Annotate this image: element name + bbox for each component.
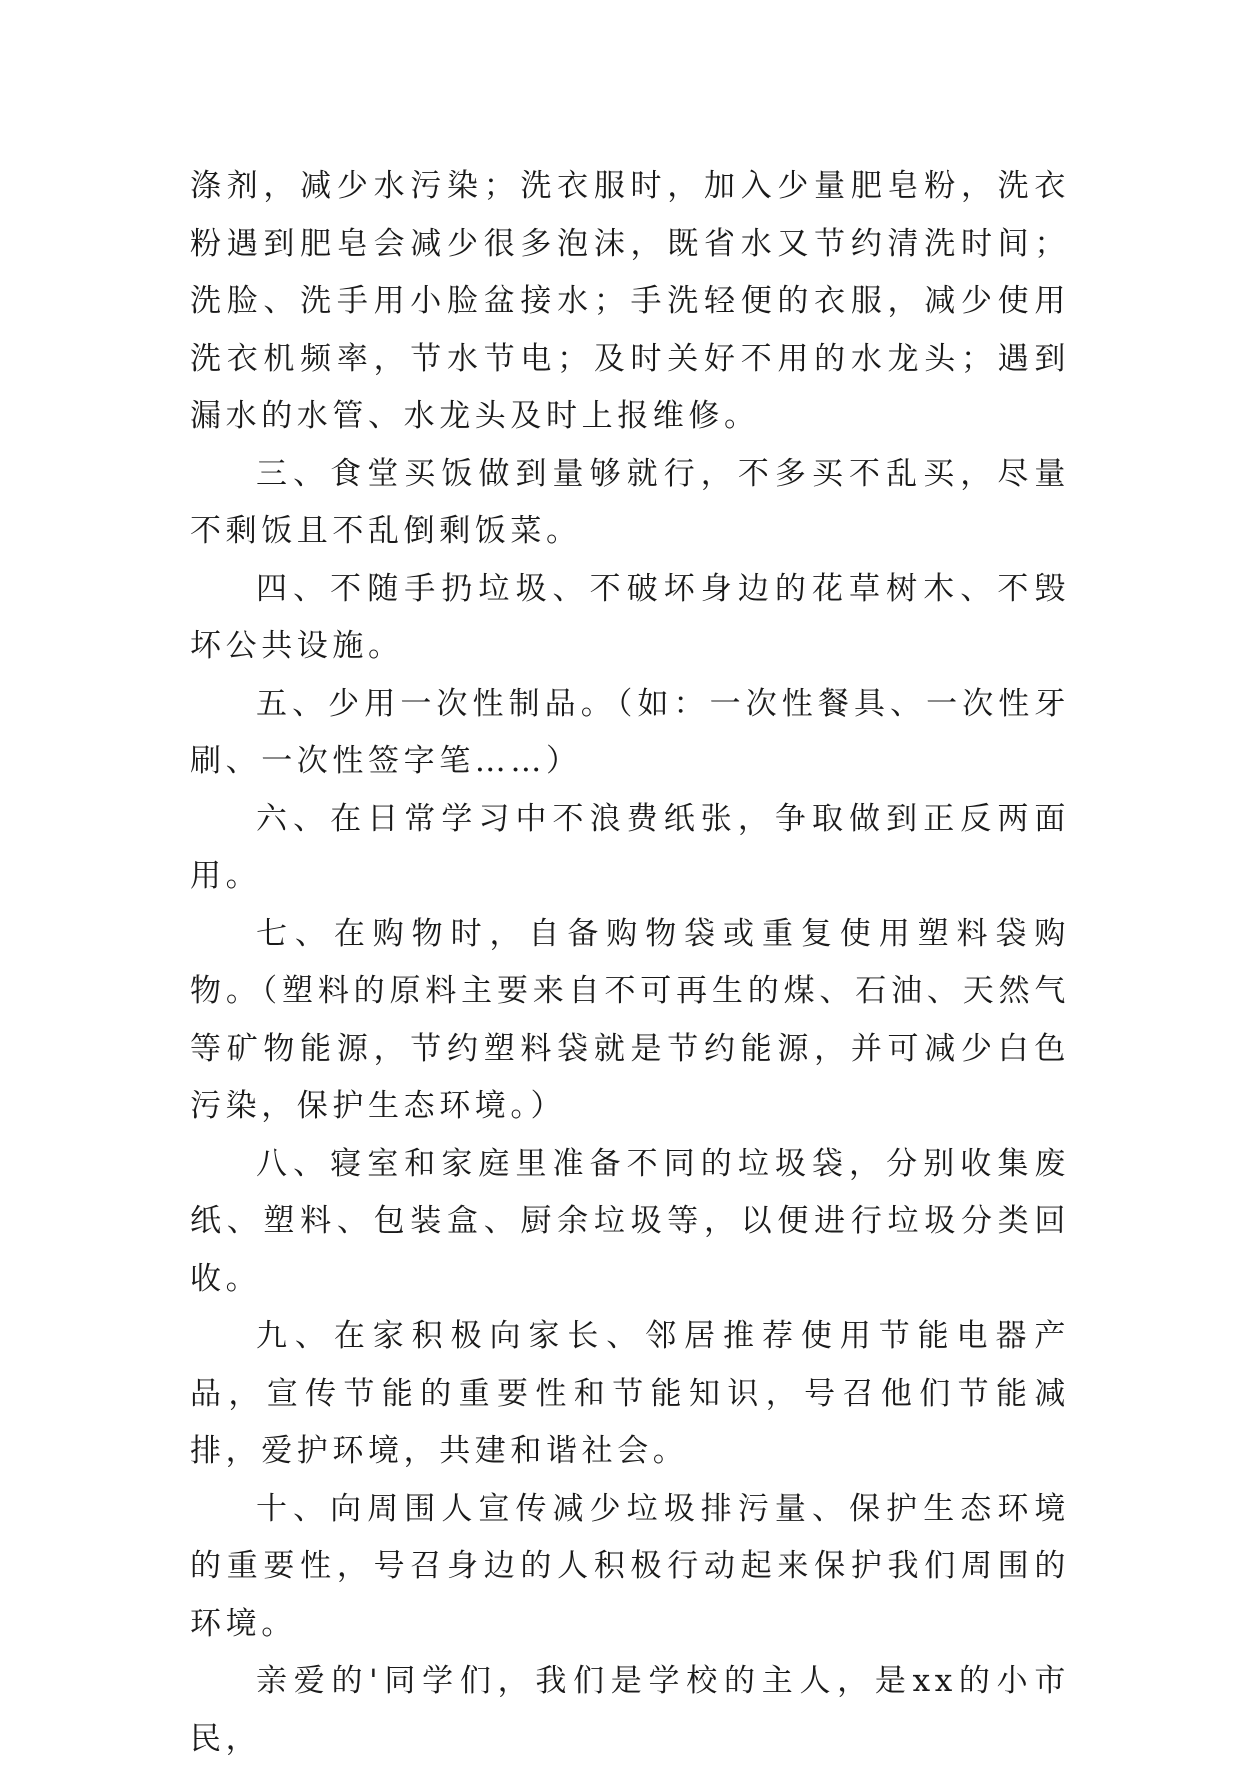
document-page — [190, 158, 1070, 1768]
paragraph-item-4: 四、不随手扔垃圾、不破坏身边的花草树木、不毁坏公共设施。 — [190, 570, 1070, 664]
paragraph-closing: 亲爱的'同学们，我们是学校的主人，是xx的小市民， — [190, 1663, 1070, 1757]
paragraph-item-8: 八、寝室和家庭里准备不同的垃圾袋，分别收集废纸、塑料、包装盒、厨余垃圾等，以便进行垃圾分类回收。 — [190, 1145, 1070, 1297]
paragraph-item-6: 六、在日常学习中不浪费纸张，争取做到正反两面用。 — [190, 800, 1070, 894]
paragraph-item-9: 九、在家积极向家长、邻居推荐使用节能电器产品，宣传节能的重要性和节能知识，号召他们节能减排，爱护环境，共建和谐社会。 — [190, 1318, 1070, 1469]
paragraph-item-5: 五、少用一次性制品。（如：一次性餐具、一次性牙刷、一次性签字笔……） — [190, 685, 1070, 779]
paragraph-continued: 涤剂，减少水污染；洗衣服时，加入少量肥皂粉，洗衣粉遇到肥皂会减少很多泡沫，既省水又节约清洗时间；洗脸、洗手用小脸盆接水；手洗轻便的衣服，减少使用洗衣机频率，节水节电；及时关好不用的水龙头；遇到漏水的水管、水龙头及时上报维修。 — [190, 168, 1070, 434]
paragraph-item-7: 七、在购物时，自备购物袋或重复使用塑料袋购物。（塑料的原料主要来自不可再生的煤、石油、天然气等矿物能源，节约塑料袋就是节约能源，并可减少白色污染，保护生态环境。） — [190, 915, 1070, 1124]
paragraph-item-3: 三、食堂买饭做到量够就行，不多买不乱买，尽量不剩饭且不乱倒剩饭菜。 — [190, 455, 1070, 549]
paragraph-item-10: 十、向周围人宣传减少垃圾排污量、保护生态环境的重要性，号召身边的人积极行动起来保护我们周围的环境。 — [190, 1490, 1070, 1642]
